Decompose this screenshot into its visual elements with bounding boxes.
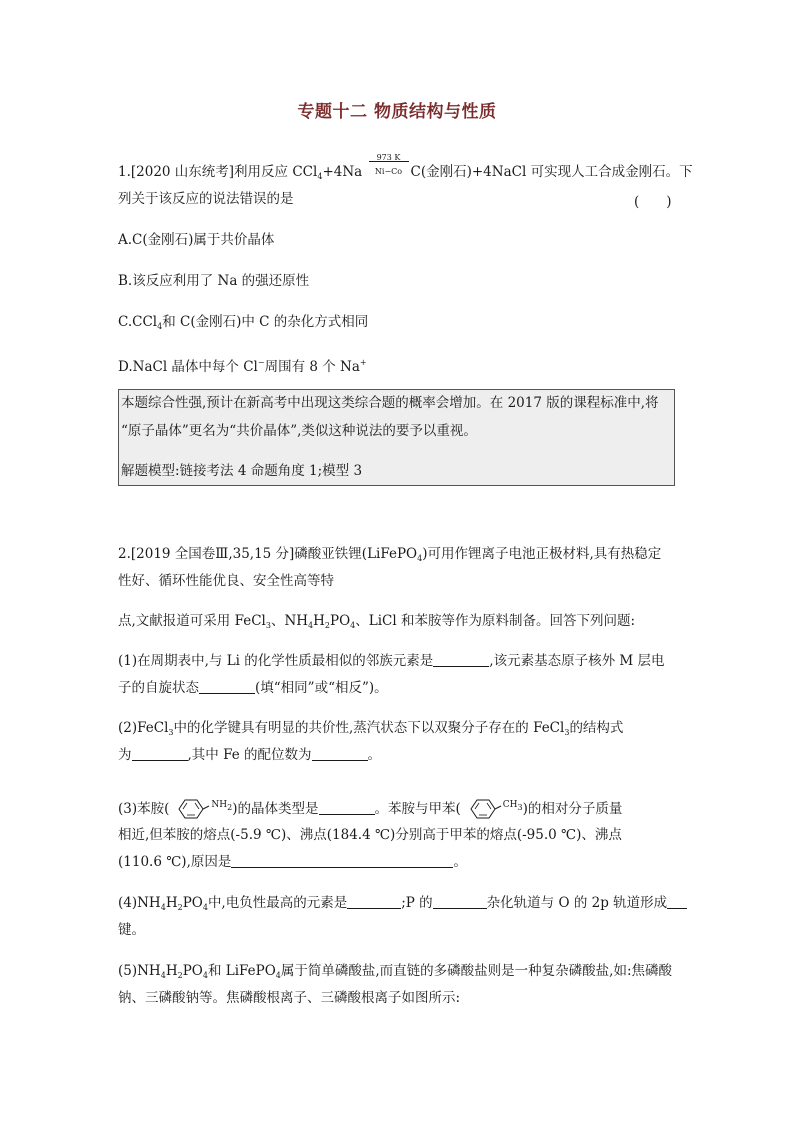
q2-part5-line2: 钠、三磷酸钠等。焦磷酸根离子、三磷酸根离子如图所示: [118, 990, 461, 1006]
q2-text: PO [182, 895, 203, 911]
q2-intro-line2: 性好、循环性能优良、安全性高等特 [118, 573, 334, 589]
q2-text: 、LiCl 和苯胺等作为原料制备。回答下列问题: [355, 613, 636, 629]
condition-temperature: 973 K [376, 153, 401, 162]
reaction-condition-arrow [367, 153, 411, 177]
subscript: 4 [317, 172, 323, 181]
answer-blank[interactable] [347, 895, 401, 909]
q2-part4-line2: 键。 [118, 922, 145, 938]
q2-text: 中的化学键具有明显的共价性,蒸汽状态下以双聚分子存在的 FeCl [173, 720, 565, 736]
q2-intro-line3 [118, 612, 635, 635]
q2-text: 中,电负性最高的元素是 [207, 895, 348, 911]
q1-text: 和 C(金刚石)中 C 的杂化方式相同 [162, 314, 369, 330]
q2-part2-line1 [118, 719, 623, 742]
superscript: − [257, 358, 265, 367]
subscript: 3 [517, 803, 523, 812]
q2-part4-line1 [118, 894, 687, 917]
q2-intro-line1 [118, 545, 661, 568]
q1-text: +4Na [322, 164, 363, 180]
subscript: 4 [275, 971, 281, 980]
q2-text: (1)在周期表中,与 Li 的化学性质最相似的邻族元素是 [118, 653, 434, 669]
q2-text: )的晶体类型是 [232, 801, 319, 817]
q2-part3-line1 [118, 796, 622, 826]
q1-text: 周围有 8 个 Na [264, 359, 360, 375]
q2-text: PO [330, 613, 351, 629]
answer-parentheses: ( ) [634, 194, 672, 210]
subscript: 4 [202, 903, 208, 912]
q1-option-c [118, 313, 368, 336]
answer-blank[interactable] [667, 895, 687, 909]
q2-text: H [313, 613, 325, 629]
subscript: 4 [160, 971, 166, 980]
q2-text: PO [182, 963, 203, 979]
q2-text: (110.6 ℃),原因是 [118, 854, 232, 870]
q2-text: H [165, 963, 178, 979]
q2-part2-line2 [118, 746, 381, 764]
q2-text: (5)NH [118, 963, 161, 979]
note-line-3: 解题模型:链接考法 4 命题角度 1;模型 3 [121, 463, 363, 479]
q2-part3-line3 [118, 853, 467, 871]
q1-text: C(金刚石)+4NaCl 可实现人工合成金刚石。下 [410, 164, 693, 180]
subscript: 2 [227, 803, 233, 812]
q2-part3-line2: 相近,但苯胺的熔点(-5.9 ℃)、沸点(184.4 ℃)分别高于甲苯的熔点(-95.0 ℃)、沸点 [118, 827, 622, 843]
note-line-1: 本题综合性强,预计在新高考中出现这类综合题的概率会增加。在 2017 版的课程标准中,将 [121, 395, 659, 411]
q2-text: 点,文献报道可采用 FeCl [118, 613, 266, 629]
q2-text: 。苯胺与甲苯( [374, 801, 461, 817]
methyl-group-label: CH [502, 800, 518, 810]
q2-text: 的结构式 [569, 720, 624, 736]
q2-text: 。 [453, 854, 467, 870]
q2-text: (2)FeCl [118, 720, 169, 736]
q2-text: )可用作锂离子电池正极材料,具有热稳定 [422, 546, 662, 562]
q2-text: ,其中 Fe 的配位数为 [187, 747, 312, 763]
q2-text: 。 [367, 747, 381, 763]
answer-blank[interactable] [433, 895, 487, 909]
q2-part5-line1 [118, 962, 672, 985]
q2-text: 属于简单磷酸盐,而直链的多磷酸盐则是一种复杂磷酸盐,如:焦磷酸 [280, 963, 673, 979]
subscript: 4 [202, 971, 208, 980]
page-title: 专题十二 物质结构与性质 [297, 102, 497, 122]
answer-blank[interactable] [319, 801, 375, 815]
q1-text: C.CCl [118, 314, 158, 330]
q1-option-b: B.该反应利用了 Na 的强还原性 [118, 273, 310, 289]
subscript: 3 [564, 728, 570, 737]
subscript: 4 [308, 621, 314, 630]
q2-text: 杂化轨道与 O 的 2p 轨道形成 [486, 895, 668, 911]
subscript: 3 [168, 728, 174, 737]
subscript: 4 [417, 554, 423, 563]
amino-group-label: NH [211, 800, 228, 810]
analysis-note-box [118, 389, 675, 486]
q2-text: (填“相同”或“相反”)。 [255, 680, 388, 696]
q2-part1-line2 [118, 679, 388, 697]
subscript: 3 [265, 621, 271, 630]
q2-text: 、NH [270, 613, 309, 629]
subscript: 4 [157, 322, 163, 331]
q2-text: 2.[2019 全国卷Ⅲ,35,15 分]磷酸亚铁锂(LiFePO [118, 546, 418, 562]
subscript: 2 [177, 971, 183, 980]
subscript: 2 [177, 903, 183, 912]
q2-text: )的相对分子质量 [522, 801, 623, 817]
q2-text: ;P 的 [401, 895, 433, 911]
q1-stem-line1 [118, 153, 693, 186]
q2-text: 为 [118, 747, 132, 763]
reaction-line [369, 161, 409, 162]
subscript: 4 [160, 903, 166, 912]
answer-blank[interactable] [199, 680, 255, 694]
answer-blank[interactable] [132, 747, 188, 761]
q2-text: 子的自旋状态 [118, 680, 199, 696]
q2-text: (3)苯胺( [118, 801, 170, 817]
q2-text: ,该元素基态原子核外 M 层电 [489, 653, 665, 669]
q1-text: 1.[2020 山东统考]利用反应 CCl [118, 164, 318, 180]
condition-catalyst: Ni−Co [374, 167, 403, 176]
answer-blank[interactable] [312, 747, 368, 761]
q2-text: H [165, 895, 178, 911]
subscript: 4 [350, 621, 356, 630]
answer-blank[interactable] [433, 653, 489, 667]
q1-text: D.NaCl 晶体中每个 Cl [118, 359, 258, 375]
q2-part1-line1 [118, 652, 664, 670]
superscript: + [359, 358, 367, 367]
q1-stem-line2: 列关于该反应的说法错误的是 [118, 191, 294, 207]
subscript: 2 [324, 621, 331, 630]
note-line-2: “原子晶体”更名为“共价晶体”,类似这种说法的要予以重视。 [121, 423, 477, 439]
q2-text: (4)NH [118, 895, 161, 911]
q1-option-a: A.C(金刚石)属于共价晶体 [118, 232, 275, 248]
q2-text: 和 LiFePO [207, 963, 276, 979]
q1-option-d [118, 354, 367, 376]
answer-blank[interactable] [231, 854, 453, 868]
